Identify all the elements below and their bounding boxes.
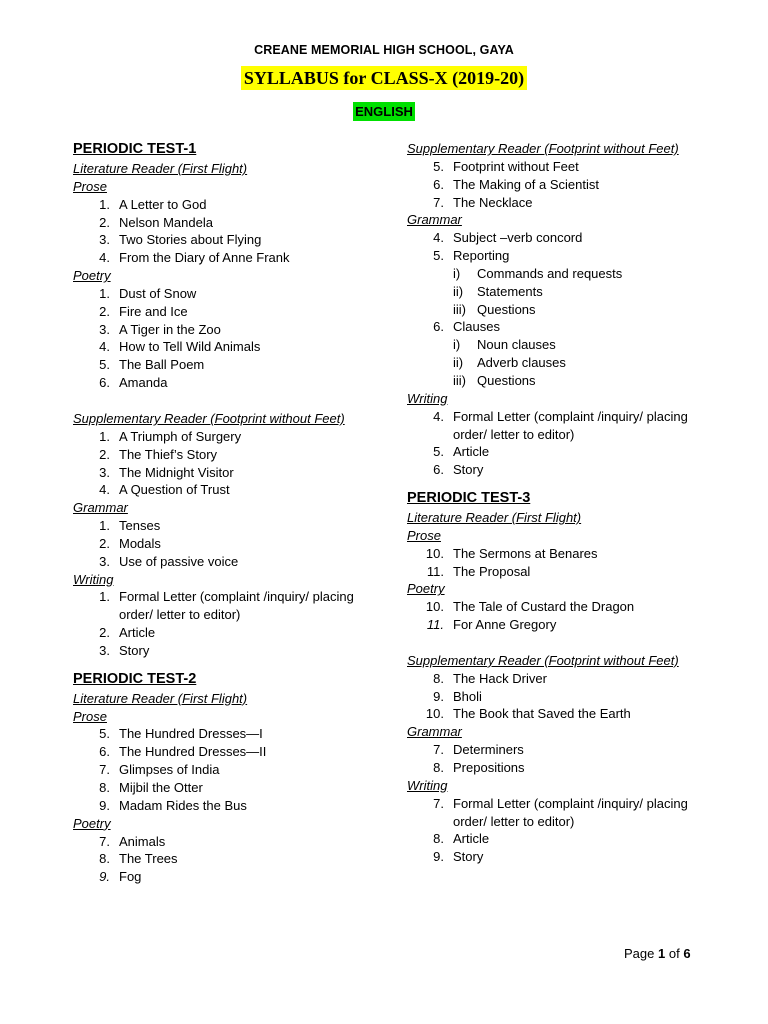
item-text: Reporting [453,248,510,264]
item-text: Adverb clauses [477,355,566,371]
item-number: iii) [453,301,466,317]
item-text: Story [453,462,484,478]
item-text: The Book that Saved the Earth [453,706,631,722]
pt1-supp-list [73,428,373,499]
item-text: Questions [477,372,536,388]
pt2-supp-reader: Supplementary Reader (Footprint without Feet) [407,141,679,156]
of-word: of [668,946,680,961]
item-number: 1. [99,196,110,212]
pt2-prose-label: Prose [73,708,107,724]
item-text: The Thief’s Story [119,446,218,462]
list-item [73,624,373,642]
list-item [73,642,373,660]
pt2-writing-label: Writing [407,390,448,406]
item-text: A Tiger in the Zoo [119,321,221,337]
page-word: Page [624,946,655,961]
item-text: The Sermons at Benares [453,545,598,561]
item-text: Article [119,625,156,641]
item-number: 4. [433,230,444,246]
list-item [73,196,373,214]
list-item [73,797,373,815]
item-number: 3. [99,553,110,569]
item-text: Use of passive voice [119,553,239,569]
item-number: iii) [453,372,466,388]
item-number: 6. [433,176,444,192]
pt3-poetry-list [407,598,697,634]
item-text: The Making of a Scientist [453,176,599,192]
item-text: Formal Letter (complaint /inquiry/ placing order/ letter to editor) [453,795,688,829]
item-text: Statements [477,283,543,299]
pt1-writing-label: Writing [73,571,114,587]
list-item [407,545,697,563]
pt1-writing-list [73,588,373,659]
item-text: A Triumph of Surgery [119,428,242,444]
spacer [407,634,697,652]
list-item [407,408,697,444]
pt1-prose-label: Prose [73,178,107,194]
pt3-grammar-list [407,741,697,777]
pt3-prose-label: Prose [407,527,441,543]
item-number: i) [453,265,461,281]
list-item [73,833,373,851]
sub-list-item [407,301,697,319]
item-number: 5. [99,357,110,373]
item-text: Story [453,849,484,865]
list-item [407,563,697,581]
list-item [73,285,373,303]
item-number: 2. [99,535,110,551]
list-item [73,214,373,232]
sub-list-item [407,336,697,354]
item-number: 2. [99,214,110,230]
item-number: 6. [433,462,444,478]
list-item [73,356,373,374]
list-item [407,616,697,634]
list-item [407,848,697,866]
item-number: 4. [433,408,444,424]
list-item [73,868,373,886]
item-number: 8. [99,851,110,867]
pt1-poetry-label: Poetry [73,268,111,284]
item-text: Footprint without Feet [453,158,579,174]
pt3-prose-list [407,545,697,581]
item-number: 9. [99,869,110,885]
page-number: 1 [658,946,666,961]
pt2-poetry-label: Poetry [73,815,111,831]
list-item [407,759,697,777]
item-number: 7. [433,742,444,758]
pt1-poetry-list [73,285,373,392]
right-column [407,140,697,866]
list-item [73,761,373,779]
item-text: Animals [119,833,166,849]
pt3-grammar-label: Grammar [407,724,462,740]
item-number: 2. [99,446,110,462]
item-number: 8. [433,670,444,686]
pt2-heading: PERIODIC TEST-2 [73,670,197,687]
item-number: 7. [99,833,110,849]
pt1-supp-reader: Supplementary Reader (Footprint without Feet) [73,410,345,426]
item-text: For Anne Gregory [453,617,557,633]
item-number: 6. [433,319,444,335]
list-item [407,229,697,247]
item-text: A Letter to God [119,196,207,212]
item-text: Determiners [453,742,524,758]
item-text: Noun clauses [477,337,556,353]
list-item [73,725,373,743]
list-item [73,481,373,499]
item-text: Nelson Mandela [119,214,213,230]
pt3-supp-list [407,670,697,724]
list-item [407,795,697,831]
list-item [407,461,697,479]
list-item [73,338,373,356]
item-number: 10. [425,706,444,722]
item-text: Amanda [119,375,168,391]
pt2-lit-reader: Literature Reader (First Flight) [73,690,248,706]
pt2-grammar-label: Grammar [407,212,462,228]
item-text: Prepositions [453,760,525,775]
item-text: Dust of Snow [119,285,197,301]
item-number: 1. [99,428,110,444]
pt1-grammar-list [73,517,373,571]
pt2-supp-list [407,158,697,212]
item-number: 3. [99,642,110,658]
item-number: 10. [425,545,444,561]
item-text: Tenses [119,518,161,534]
item-text: Clauses [453,319,500,335]
pt2-grammar-list [407,229,697,390]
pt1-prose-list [73,196,373,267]
list-item [73,428,373,446]
list-item [73,779,373,797]
pt3-lit-reader: Literature Reader (First Flight) [407,510,582,526]
item-text: Mijbil the Otter [119,780,203,795]
item-number: 5. [433,248,444,264]
item-number: 6. [99,375,110,391]
item-text: Fog [119,869,142,885]
spacer [73,660,373,668]
item-number: 1. [99,285,110,301]
item-text: The Proposal [453,563,531,579]
item-text: Commands and requests [477,265,623,281]
sub-list-item [407,265,697,283]
item-text: A Question of Trust [119,482,230,498]
list-item [407,247,697,265]
pt2-poetry-list [73,833,373,887]
item-number: 6. [99,744,110,760]
list-item [407,830,697,848]
item-number: ii) [453,355,464,371]
item-text: The Ball Poem [119,357,205,373]
item-number: 5. [433,158,444,174]
item-number: 5. [433,444,444,460]
list-item [407,158,697,176]
item-text: From the Diary of Anne Frank [119,250,290,266]
item-text: Bholi [453,688,482,704]
spacer [407,479,697,487]
item-text: Modals [119,535,161,551]
item-text: Glimpses of India [119,762,220,778]
item-number: ii) [453,283,464,299]
pt1-grammar-label: Grammar [73,500,128,516]
item-number: 3. [99,464,110,480]
sub-list-item [407,354,697,372]
item-number: 4. [99,482,110,498]
item-number: 8. [433,760,444,775]
title-wrapper [0,66,768,90]
item-number: 4. [99,250,110,266]
item-number: 7. [433,795,444,811]
list-item [73,374,373,392]
list-item [407,688,697,706]
item-number: 9. [433,849,444,865]
item-number: 7. [433,194,444,210]
left-column [73,138,373,886]
item-text: Questions [477,301,536,317]
pt3-writing-label: Writing [407,777,448,793]
sub-list-item [407,283,697,301]
item-text: Two Stories about Flying [119,232,262,248]
item-text: The Midnight Visitor [119,464,234,480]
item-number: 9. [99,797,110,813]
item-text: How to Tell Wild Animals [119,339,261,355]
item-number: 9. [433,688,444,704]
list-item [407,705,697,723]
item-number: 11. [426,617,444,633]
list-item [73,588,373,624]
page-total: 6 [683,946,691,961]
pt3-poetry-label: Poetry [407,581,445,597]
item-text: Article [453,831,490,847]
list-item [73,231,373,249]
item-number: 3. [99,321,110,337]
sub-list-item [407,372,697,390]
item-number: 11. [426,563,444,579]
pt1-heading: PERIODIC TEST-1 [73,141,197,157]
item-number: 3. [99,232,110,248]
list-item [73,321,373,339]
item-text: The Tale of Custard the Dragon [453,599,635,615]
item-number: i) [453,337,461,353]
pt2-prose-list [73,725,373,814]
list-item [73,517,373,535]
item-text: Madam Rides the Bus [119,797,247,813]
item-number: 5. [99,726,110,742]
list-item [407,741,697,759]
pt2-writing-list [407,408,697,479]
item-text: The Hundred Dresses—II [119,744,267,760]
spacer [73,392,373,410]
list-item [407,194,697,212]
list-item [73,446,373,464]
item-number: 8. [99,780,110,795]
list-item [73,850,373,868]
item-number: 1. [99,589,110,605]
list-item [407,670,697,688]
pt3-supp-reader: Supplementary Reader (Footprint without Feet) [407,652,679,668]
item-number: 8. [433,831,444,847]
list-item [73,303,373,321]
school-name: CREANE MEMORIAL HIGH SCHOOL, GAYA [254,43,514,57]
item-text: Fire and Ice [119,303,188,319]
item-number: 2. [99,625,110,641]
item-text: Subject –verb concord [453,230,583,246]
list-item [407,176,697,194]
list-item [407,318,697,336]
list-item [407,598,697,616]
pt3-heading: PERIODIC TEST-3 [407,490,531,507]
item-text: Formal Letter (complaint /inquiry/ placing order/ letter to editor) [119,589,354,623]
list-item [73,553,373,571]
syllabus-title: SYLLABUS for CLASS-X (2019-20) [241,66,527,90]
list-item [73,464,373,482]
list-item [407,443,697,461]
item-number: 7. [99,762,110,778]
pt3-writing-list [407,795,697,866]
list-item [73,249,373,267]
item-text: The Hundred Dresses—I [119,726,263,742]
list-item [73,535,373,553]
item-text: The Trees [119,851,178,867]
item-text: Formal Letter (complaint /inquiry/ placing order/ letter to editor) [453,408,688,442]
item-number: 4. [99,339,110,355]
subject-label: ENGLISH [355,104,413,119]
item-text: The Necklace [453,194,533,210]
item-text: The Hack Driver [453,670,547,686]
item-text: Article [453,444,490,460]
subject-wrapper [0,102,768,121]
page-footer [624,946,691,961]
pt1-lit-reader: Literature Reader (First Flight) [73,161,248,176]
item-number: 2. [99,303,110,319]
item-number: 1. [99,518,110,534]
item-number: 10. [425,599,444,615]
item-text: Story [119,642,150,658]
list-item [73,743,373,761]
